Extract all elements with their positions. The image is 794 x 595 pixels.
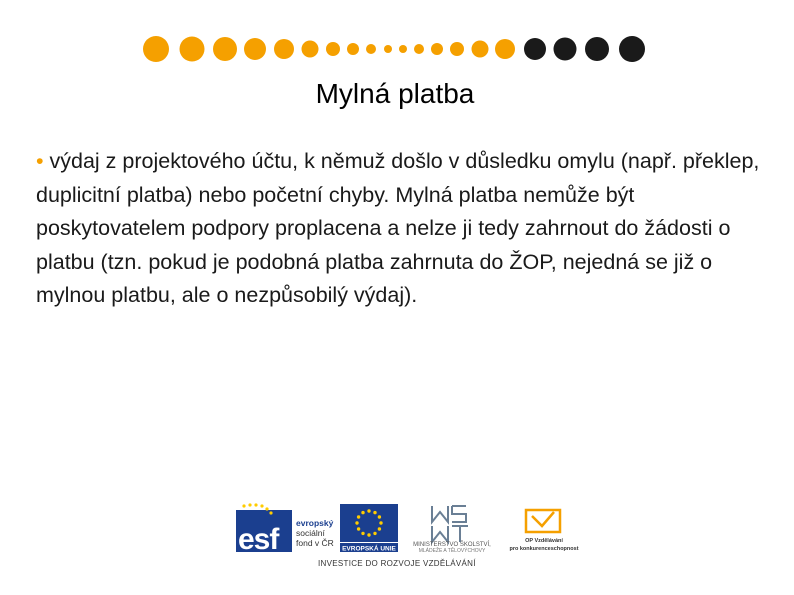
- slide-title: Mylná platba: [315, 78, 475, 109]
- msmt-logo: [402, 502, 502, 552]
- esf-line-3: fond v ČR: [296, 538, 334, 548]
- dot-orange: [347, 43, 359, 55]
- body-text: výdaj z projektového účtu, k němuž došlo v důsledku omylu (např. překlep, duplicitní platba) nebo početní chyby. Mylná platba nemůže být poskytovatelem podpory proplacena a nelze ji tedy zahrnout do žádosti o platbu (tzn. pokud je podobná platba zahrnuta do ŽOP, nejedná se již o mylnou platbu, ale o nezpůsobilý výdaj).: [36, 149, 760, 307]
- dot-orange: [384, 45, 392, 53]
- dot-orange: [143, 36, 169, 62]
- logo-strip: [232, 500, 582, 580]
- decorative-dot-row: [0, 0, 794, 80]
- dot-orange: [472, 41, 489, 58]
- msmt-monogram-icon: [432, 506, 468, 542]
- op-line-2: pro konkurenceschopnost: [509, 546, 579, 552]
- eu-label: EVROPSKÁ UNIE: [342, 545, 396, 552]
- dot-orange: [431, 43, 443, 55]
- op-line-1: OP Vzdělávání: [525, 538, 563, 544]
- dot-orange: [495, 39, 515, 59]
- dot-orange: [274, 39, 294, 59]
- logo-tagline: INVESTICE DO ROZVOJE VZDĚLÁVÁNÍ: [318, 559, 476, 568]
- op-vk-emblem-icon: [526, 510, 560, 532]
- dot-orange: [366, 44, 376, 54]
- msmt-line-2: MLÁDEŽE A TĚLOVÝCHOVY: [418, 548, 486, 552]
- esf-line-1: evropský: [296, 518, 334, 528]
- dot-orange: [213, 37, 237, 61]
- dot-dark: [554, 38, 577, 61]
- msmt-line-1: MINISTERSTVO ŠKOLSTVÍ,: [413, 542, 491, 548]
- dot-dark: [619, 36, 645, 62]
- dot-orange: [180, 37, 205, 62]
- dot-orange: [302, 41, 319, 58]
- dot-dark: [585, 37, 609, 61]
- eu-flag-logo: [338, 504, 400, 552]
- dot-dark: [524, 38, 546, 60]
- slide-body: [36, 145, 771, 313]
- esf-logo: [236, 502, 334, 554]
- dot-orange: [450, 42, 464, 56]
- dot-orange: [414, 44, 424, 54]
- op-vk-logo: [506, 504, 582, 554]
- esf-mark: esf: [238, 523, 279, 554]
- dot-orange: [326, 42, 340, 56]
- dot-orange: [244, 38, 266, 60]
- dot-orange: [399, 45, 407, 53]
- bullet-marker: •: [36, 149, 44, 173]
- esf-line-2: sociální: [296, 528, 325, 538]
